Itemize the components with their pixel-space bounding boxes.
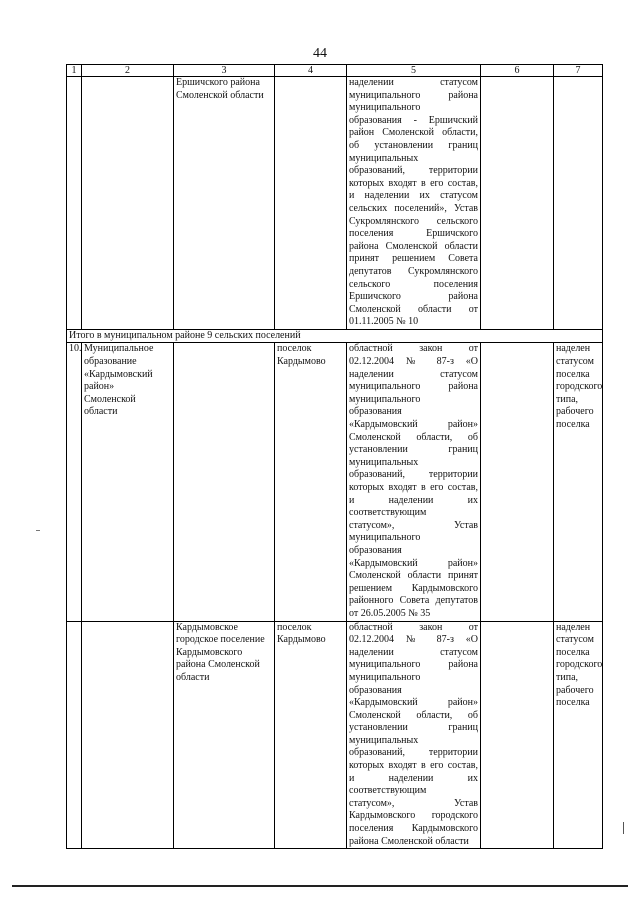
text-line: «Кардымовский: [84, 368, 153, 380]
margin-mark: [623, 822, 624, 834]
text-line: которых входят в его состав,: [349, 482, 478, 493]
column-number: 7: [554, 65, 603, 77]
text-line: городского: [556, 659, 603, 671]
text-line: муниципального: [349, 671, 421, 683]
text-line: муниципального района: [349, 381, 478, 393]
status-cell: [554, 77, 603, 330]
table-row: [67, 343, 603, 621]
text-line: которых входят в его состав,: [349, 177, 478, 189]
settlement-name-cell: [174, 343, 275, 621]
text-line: статусом», Устав: [349, 797, 478, 809]
notes-cell: [481, 621, 554, 849]
status-cell: [554, 621, 603, 849]
text-line: Смоленской области, об: [349, 431, 478, 443]
text-line: областной закон от: [349, 343, 478, 355]
text-line: Сукромлянского сельского: [349, 215, 478, 227]
text-line: областной закон от: [349, 621, 478, 633]
text-line: статусом: [556, 634, 594, 646]
page-bottom-rule: [12, 885, 628, 887]
legal-basis-cell: [347, 77, 481, 330]
column-number: 6: [481, 65, 554, 77]
text-line: поселения Ершичского: [349, 228, 478, 240]
municipal-district-cell: [82, 621, 174, 849]
admin-center-cell: [275, 343, 347, 621]
text-line: сельского поселения: [349, 278, 478, 290]
text-line: поселка: [556, 368, 590, 380]
text-line: городское поселение: [176, 634, 265, 646]
text-line: рабочего: [556, 406, 594, 418]
margin-mark: [36, 530, 40, 531]
status-cell: [554, 343, 603, 621]
text-line: наделении статусом: [349, 368, 478, 380]
text-line: сельских поселений», Устав: [349, 202, 478, 214]
text-line: района Смоленской области: [349, 240, 478, 252]
municipal-table: [66, 64, 603, 849]
total-row-text: Итого в муниципальном районе 9 сельских поселений: [67, 329, 603, 343]
text-line: муниципального: [349, 393, 421, 405]
text-line: принят решением Совета: [349, 253, 478, 265]
text-line: 02.12.2004 № 87-з «О: [349, 634, 478, 646]
text-line: Кардымовского городского: [349, 810, 478, 822]
column-number: 3: [174, 65, 275, 77]
text-line: образований, территории: [349, 747, 478, 759]
text-line: статусом: [556, 356, 594, 368]
text-line: 01.11.2005 № 10: [349, 316, 419, 328]
notes-cell: [481, 77, 554, 330]
text-line: поселения Кардымовского: [349, 823, 478, 835]
text-line: муниципального района: [349, 659, 478, 671]
text-line: поселка: [556, 419, 590, 431]
text-line: области: [84, 406, 118, 418]
text-line: «Кардымовский район»: [349, 557, 478, 569]
text-line: Смоленской области принят: [349, 570, 478, 582]
text-line: районного Совета депутатов: [349, 595, 478, 607]
admin-center-cell: [275, 621, 347, 849]
text-line: «Кардымовский район»: [349, 419, 478, 431]
text-line: депутатов Сукромлянского: [349, 265, 478, 277]
text-line: район Смоленской области,: [349, 127, 478, 139]
text-line: образований, территории: [349, 469, 478, 481]
notes-cell: [481, 343, 554, 621]
text-line: район»: [84, 381, 115, 393]
text-line: и наделении их статусом: [349, 190, 478, 202]
column-number: 5: [347, 65, 481, 77]
legal-basis-cell: [347, 621, 481, 849]
text-line: об установлении границ: [349, 139, 478, 151]
text-line: типа,: [556, 671, 579, 683]
text-line: поселок: [277, 343, 312, 355]
text-line: района Смоленской области: [349, 835, 469, 847]
text-line: Ершичского района: [176, 77, 260, 88]
text-line: района Смоленской: [176, 659, 260, 671]
column-number: 1: [67, 65, 82, 77]
text-line: Кардымово: [277, 356, 326, 368]
text-line: рабочего: [556, 684, 594, 696]
row-number-cell: 10.: [67, 343, 82, 621]
text-line: Смоленской области: [176, 89, 264, 101]
text-line: установлении границ: [349, 722, 478, 734]
row-number-cell: [67, 621, 82, 849]
admin-center-cell: [275, 77, 347, 330]
text-line: Смоленской: [84, 393, 136, 405]
text-line: и наделении их: [349, 772, 478, 784]
text-line: 02.12.2004 № 87-з «О: [349, 356, 478, 368]
text-line: наделен: [556, 343, 591, 355]
text-line: муниципальных: [349, 456, 419, 468]
municipal-district-cell: [82, 343, 174, 621]
text-line: муниципального района: [349, 89, 478, 101]
page-number: 44: [313, 46, 327, 61]
text-line: Кардымовского: [176, 646, 243, 658]
text-line: поселка: [556, 697, 590, 709]
text-line: образования - Ершичский: [349, 114, 478, 126]
text-line: установлении границ: [349, 444, 478, 456]
text-line: от 26.05.2005 № 35: [349, 607, 431, 619]
text-line: статусом», Устав: [349, 519, 478, 531]
text-line: Смоленской области от: [349, 303, 478, 315]
text-line: области: [176, 671, 210, 683]
text-line: «Кардымовский район»: [349, 697, 478, 709]
text-line: Муниципальное: [84, 343, 154, 355]
table-row: [67, 621, 603, 849]
text-line: Кардымовское: [176, 621, 238, 633]
text-line: образования: [349, 406, 402, 418]
column-numbers-row: [67, 65, 603, 77]
text-line: наделении статусом: [349, 646, 478, 658]
text-line: поселка: [556, 646, 590, 658]
text-line: образования: [349, 684, 402, 696]
text-line: муниципальных: [349, 734, 419, 746]
column-number: 2: [82, 65, 174, 77]
legal-basis-cell: [347, 343, 481, 621]
text-line: Смоленской области, об: [349, 709, 478, 721]
column-number: 4: [275, 65, 347, 77]
text-line: Кардымово: [277, 634, 326, 646]
text-line: соответствующим: [349, 507, 427, 519]
text-line: типа,: [556, 393, 579, 405]
text-line: поселок: [277, 621, 312, 633]
text-line: и наделении их: [349, 494, 478, 506]
text-line: муниципального: [349, 102, 421, 114]
text-line: решением Кардымовского: [349, 582, 478, 594]
text-line: наделен: [556, 621, 591, 633]
text-line: образований, территории: [349, 165, 478, 177]
row-number-cell: [67, 77, 82, 330]
text-line: муниципальных: [349, 152, 419, 164]
text-line: Ершичского района: [349, 291, 478, 303]
text-line: которых входят в его состав,: [349, 760, 478, 772]
settlement-name-cell: [174, 77, 275, 330]
text-line: наделении статусом: [349, 77, 478, 88]
text-line: муниципального: [349, 532, 421, 544]
text-line: городского: [556, 381, 603, 393]
total-row: [67, 329, 603, 343]
text-line: соответствующим: [349, 785, 427, 797]
table-row: [67, 77, 603, 330]
text-line: образования: [349, 544, 402, 556]
text-line: образование: [84, 356, 137, 368]
settlement-name-cell: [174, 621, 275, 849]
municipal-district-cell: [82, 77, 174, 330]
